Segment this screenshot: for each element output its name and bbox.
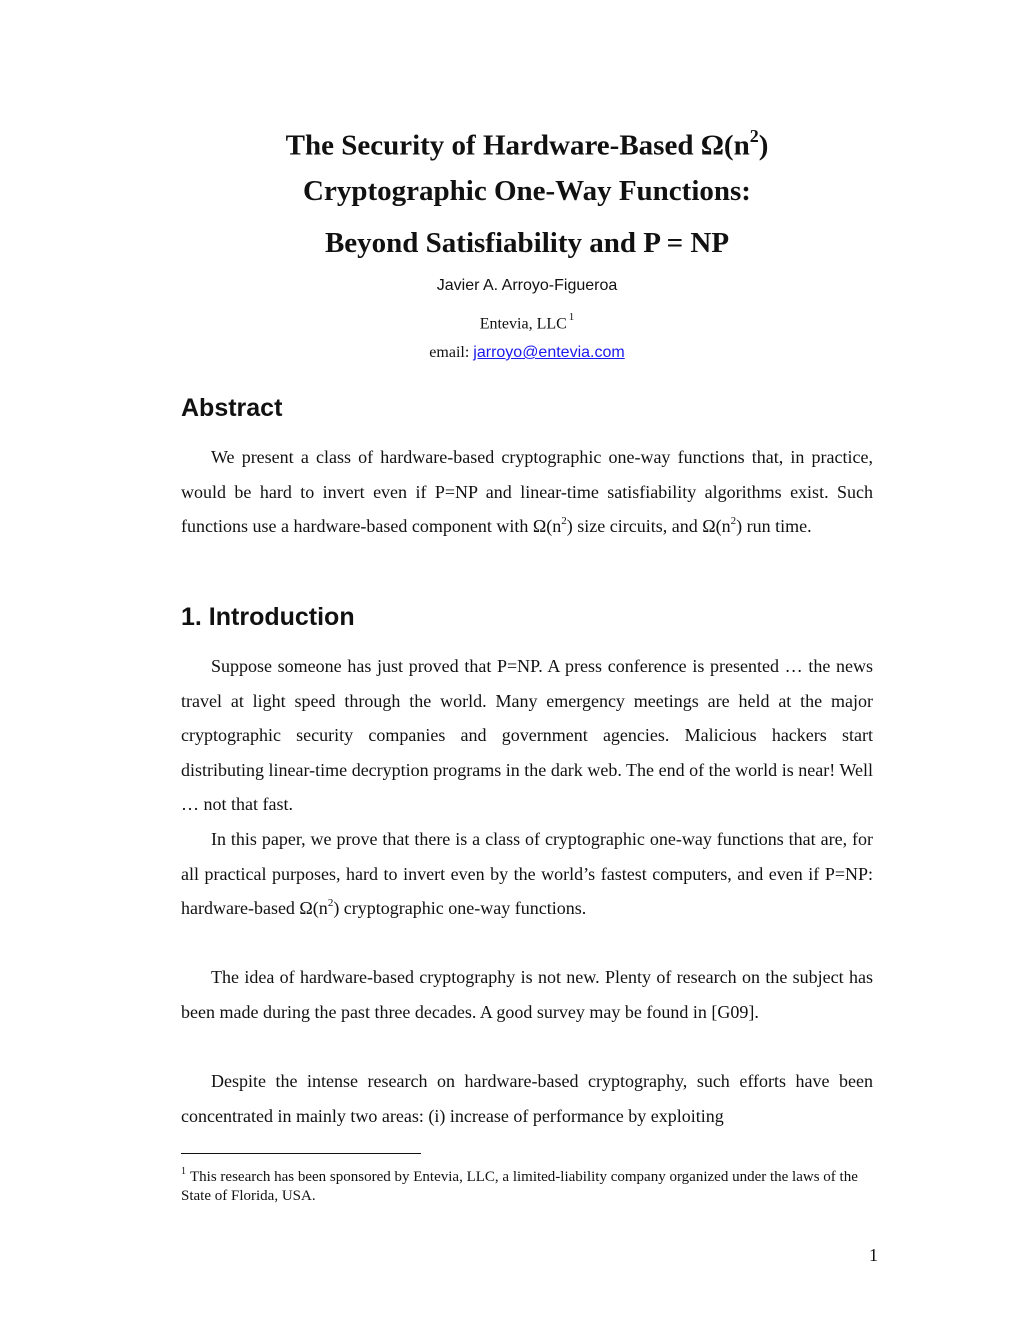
footnote-text: This research has been sponsored by Entevia, LLC, a limited-liability company organized under the laws of the State of Florida, USA.: [181, 1169, 858, 1204]
paper-title-line-1: [0, 121, 1024, 163]
intro-paragraph-3: The idea of hardware-based cryptography is not new. Plenty of research on the subject has been made during the past three decades. A good survey may be found in [G09].: [181, 967, 873, 1022]
intro-p2-text-a: In this paper, we prove that there is a class of cryptographic one-way functions that are, for all practical purposes, hard to invert even by the world’s fastest computers, and even if P=NP: hardware-based Ω(n: [181, 829, 873, 919]
title-superscript: 2: [749, 126, 759, 146]
abstract-heading: Abstract: [181, 394, 283, 422]
abstract-text-b: ) size circuits, and Ω(n: [566, 516, 731, 537]
page-number: 1: [869, 1245, 878, 1265]
abstract-sup-2: 2: [730, 515, 737, 528]
title-text: The Security of Hardware-Based Ω(n: [285, 129, 750, 162]
affiliation-name: Entevia, LLC: [479, 315, 567, 333]
intro-paragraph-4: Despite the intense research on hardware-based cryptography, such efforts have been concentrated in mainly two areas: (i) increase of performance by exploiting: [181, 1071, 873, 1126]
footnote-divider: [181, 1153, 421, 1154]
abstract-text-c: ) run time.: [736, 516, 812, 537]
paper-title-line-3: Beyond Satisfiability and P = NP: [324, 227, 730, 259]
email-link[interactable]: jarroyo@entevia.com: [473, 344, 625, 361]
email-line: [0, 343, 1024, 363]
author-name: Javier A. Arroyo-Figueroa: [436, 277, 618, 294]
footnote-mark: 1: [181, 1166, 186, 1177]
abstract-sup-1: 2: [561, 515, 567, 528]
abstract-paragraph: [181, 440, 873, 544]
intro-paragraph-2: [181, 822, 873, 926]
affiliation-footnote-mark: 1: [568, 311, 575, 323]
title-text-suffix: ): [758, 129, 769, 162]
email-label: email:: [429, 344, 470, 361]
footnote: [181, 1163, 873, 1206]
affiliation: [0, 309, 1024, 334]
intro-p2-text-b: ) cryptographic one-way functions.: [333, 898, 587, 919]
abstract-text-a: We present a class of hardware-based cryptographic one-way functions that, in practice, would be hard to invert even if P=NP and linear-time satisfiability algorithms exist. Such functions use a hardware-based component with Ω(n: [181, 447, 873, 537]
intro-p2-sup: 2: [327, 897, 334, 910]
introduction-heading: 1. Introduction: [181, 603, 355, 631]
paper-title-line-2: Cryptographic One-Way Functions:: [303, 175, 751, 207]
intro-paragraph-1: Suppose someone has just proved that P=NP. A press conference is presented … the news travel at light speed through the world. Many emergency meetings are held at the major cryptographic security companies and government agencies. Malicious hackers start distributing linear-time decryption programs in the dark web. The end of the world is near! Well … not that fast.: [181, 656, 873, 815]
